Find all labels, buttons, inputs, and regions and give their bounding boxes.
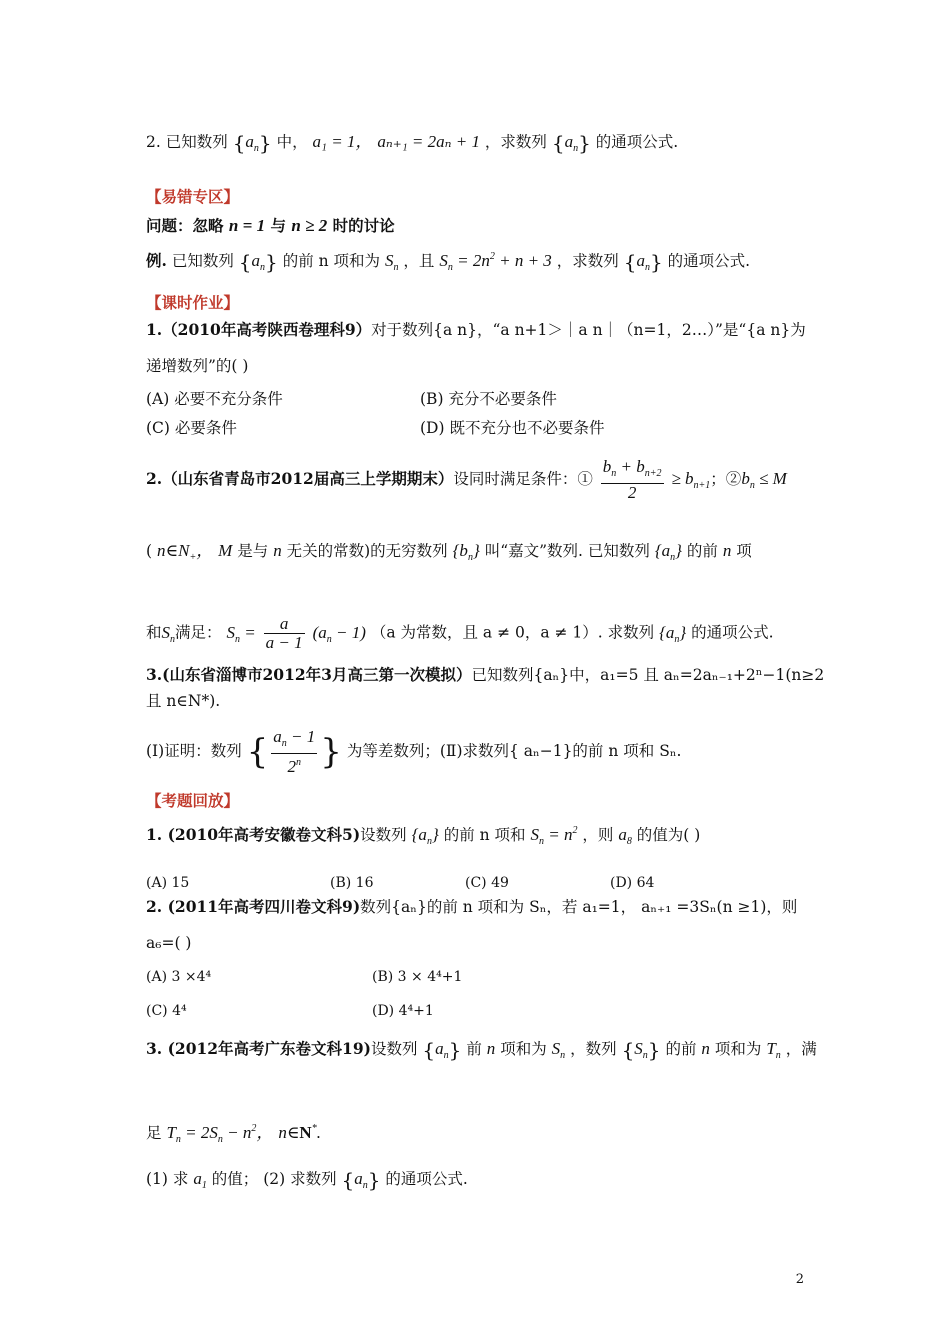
math-n-in-N: $n\in N_+$， bbox=[157, 541, 214, 563]
text: ，求数列 bbox=[484, 133, 547, 151]
example-line bbox=[146, 246, 750, 279]
text: 的通项公式. bbox=[385, 1170, 468, 1188]
hw-q2-line3 bbox=[146, 615, 774, 652]
set-brace: } bbox=[448, 1038, 462, 1062]
hw-q1-option-b: (B) 充分不必要条件 bbox=[420, 390, 557, 408]
math-condition-2: aₙ₊₁ = 2aₙ + 1 bbox=[377, 132, 480, 151]
source-label: 1. (2010年高考安徽卷文科5) bbox=[146, 825, 361, 844]
section-header-easy-error: 【易错专区】 bbox=[146, 188, 240, 206]
math-a1: $a_1$ bbox=[193, 1169, 207, 1191]
text: 无关的常数)的无穷数列 bbox=[286, 542, 448, 560]
set-brace: { bbox=[246, 732, 269, 772]
text: ，满 bbox=[785, 1040, 817, 1058]
prev-question-2 bbox=[146, 131, 678, 160]
set-brace: } bbox=[258, 131, 272, 155]
hw-q1-option-d: (D) 既不充分也不必要条件 bbox=[420, 419, 605, 437]
text: ，则 bbox=[582, 826, 614, 844]
hw-q2-line1 bbox=[146, 458, 787, 502]
source-label: 3.(山东省淄博市2012年3月高三第一次模拟） bbox=[146, 665, 472, 684]
math-fraction: $\frac{a_n - 1}{2^n}$ bbox=[273, 727, 316, 776]
text: 的前 bbox=[665, 1040, 697, 1058]
set-brace: { bbox=[422, 1038, 436, 1062]
question-text: 设同时满足条件：① bbox=[453, 470, 593, 488]
review-q3-line1 bbox=[146, 1038, 817, 1067]
math-an-minus-1: $(a_n - 1)$ bbox=[312, 622, 366, 645]
review-q1-option-d: (D) 64 bbox=[610, 875, 655, 891]
text: 的值为( ) bbox=[636, 826, 701, 844]
set-brace: { bbox=[232, 131, 246, 155]
math-sn: $S_n$ bbox=[551, 1039, 566, 1061]
text: 为等差数列；(Ⅱ)求数列{ aₙ−1}的前 n 项和 Sₙ. bbox=[346, 742, 682, 760]
text: ，数列 bbox=[570, 1040, 617, 1058]
math-an-set: $\{a_n\}$ bbox=[654, 541, 682, 563]
review-q2-option-d: (D) 4⁴+1 bbox=[372, 1003, 434, 1019]
example-label: 例. bbox=[146, 251, 167, 270]
set-brace: { bbox=[238, 250, 252, 274]
question-text: 对于数列{a n}，“a n+1＞｜a n｜（n=1，2…）”是“{a n}为 bbox=[371, 321, 806, 339]
text: 的通项公式. bbox=[595, 133, 679, 151]
math-fraction: $\frac{a}{a - 1}$ bbox=[265, 614, 303, 652]
math-M: M bbox=[218, 541, 233, 560]
question-text: 数列{aₙ}的前 n 项和为 Sₙ，若 a₁=1， aₙ₊₁ =3Sₙ(n ≥1)，则 bbox=[360, 898, 798, 916]
math-sn: $S_n$ bbox=[161, 622, 176, 645]
text: ，且 bbox=[403, 252, 435, 270]
math-tn-formula: $T_n = 2S_n - n^2$， bbox=[166, 1123, 274, 1145]
math-inequality-2: $b_n \le M$ bbox=[741, 469, 787, 491]
math-n-in-N-star: n∈N*. bbox=[278, 1123, 321, 1142]
paren: ( bbox=[146, 542, 153, 560]
text: 时的讨论 bbox=[332, 216, 395, 235]
text: 的通项公式. bbox=[667, 252, 751, 270]
hw-q3-line2: 且 n∈N*). bbox=[146, 692, 221, 710]
hw-q2-line2 bbox=[146, 540, 752, 569]
review-q1-option-c: (C) 49 bbox=[465, 875, 509, 891]
review-q2-line1 bbox=[146, 896, 797, 918]
math-an: $a_n$ bbox=[636, 251, 650, 273]
page-number: 2 bbox=[795, 1272, 804, 1287]
set-brace: { bbox=[341, 1168, 355, 1192]
text: 是与 bbox=[237, 542, 269, 560]
set-brace: } bbox=[647, 1038, 661, 1062]
text: 足 bbox=[146, 1124, 162, 1142]
text: 设数列 bbox=[370, 1040, 418, 1058]
math-sn-eq: $S_n$ = bbox=[226, 622, 256, 645]
math-n: n bbox=[273, 541, 282, 560]
issue-label: 问题：忽略 bbox=[146, 216, 224, 235]
text: 的通项公式. bbox=[691, 623, 774, 642]
math-an-set: $\{a_n\}$ bbox=[659, 622, 687, 645]
text: 满足： bbox=[175, 623, 222, 642]
text: 中， bbox=[276, 133, 308, 151]
review-q1-option-a: (A) 15 bbox=[146, 875, 190, 891]
text: (1) 求 bbox=[146, 1170, 189, 1188]
question-text: 已知数列{aₙ}中，a₁=5 且 aₙ=2aₙ₋₁+2ⁿ−1(n≥2 bbox=[471, 666, 825, 684]
text: (Ⅰ)证明：数列 bbox=[146, 742, 242, 760]
section-header-homework: 【课时作业】 bbox=[146, 294, 240, 312]
source-label: 3. (2012年高考广东卷文科19) bbox=[146, 1039, 371, 1058]
set-brace: } bbox=[578, 131, 591, 155]
set-brace: { bbox=[551, 131, 565, 155]
math-tn: $T_n$ bbox=[766, 1039, 781, 1061]
source-label: 2.（山东省青岛市2012届高三上学期期末） bbox=[146, 469, 454, 488]
text: 前 bbox=[466, 1040, 482, 1058]
math-sn: $S_n$ bbox=[384, 251, 399, 273]
review-q1-line1 bbox=[146, 820, 700, 853]
math-sn: $S_n$ bbox=[634, 1039, 648, 1061]
review-q2-option-c: (C) 4⁴ bbox=[146, 1003, 187, 1019]
text: （a 为常数，且 a ≠ 0，a ≠ 1）. 求数列 bbox=[370, 623, 655, 642]
text: 已知数列 bbox=[165, 133, 228, 151]
section-header-review: 【考题回放】 bbox=[146, 792, 240, 810]
math-an: $a_n$ bbox=[251, 251, 266, 273]
set-brace: } bbox=[367, 1168, 381, 1192]
review-q2-option-a: (A) 3 ×4⁴ bbox=[146, 969, 212, 985]
math-an: $a_n$ bbox=[435, 1039, 449, 1061]
set-brace: { bbox=[621, 1038, 635, 1062]
review-q1-option-b: (B) 16 bbox=[330, 875, 374, 891]
text: 与 bbox=[270, 216, 286, 235]
math-n-geq-2: n ≥ 2 bbox=[291, 216, 328, 235]
hw-q3-line3 bbox=[146, 728, 681, 776]
hw-q1-line2: 递增数列”的( ) bbox=[146, 357, 249, 375]
math-condition-1: a₁ = 1， bbox=[312, 132, 373, 151]
text: 已知数列 bbox=[171, 252, 234, 270]
math-an: $a_n$ bbox=[354, 1169, 368, 1191]
math-fraction: $\frac{b_n + b_{n+2}}{2}$ bbox=[602, 457, 662, 502]
review-q3-line2 bbox=[146, 1118, 321, 1151]
source-label: 1.（2010年高考陕西卷理科9） bbox=[146, 320, 372, 339]
text: 项 bbox=[736, 542, 752, 560]
text: 的值； (2) 求数列 bbox=[211, 1170, 337, 1188]
text: 和 bbox=[146, 623, 162, 642]
set-brace: } bbox=[320, 732, 342, 772]
text: 的前 bbox=[686, 542, 718, 560]
text: 设数列 bbox=[360, 826, 407, 844]
text: 叫“嘉文”数列. 已知数列 bbox=[484, 542, 650, 560]
text: 项和为 bbox=[500, 1040, 547, 1058]
set-brace: { bbox=[623, 250, 637, 274]
review-q2-line2: a₆=( ) bbox=[146, 934, 192, 952]
math-a8: $a_8$ bbox=[618, 825, 632, 847]
text: ；② bbox=[710, 470, 742, 488]
hw-q1-option-a: (A) 必要不充分条件 bbox=[146, 390, 283, 408]
set-brace: } bbox=[649, 250, 663, 274]
hw-q1-option-c: (C) 必要条件 bbox=[146, 419, 237, 437]
math-inequality-1: ≥ $b_{n+1}$ bbox=[671, 469, 711, 491]
math-n: n bbox=[722, 541, 732, 560]
math-n: n bbox=[486, 1039, 496, 1058]
math-sn-formula: $S_n = 2n^2 + n + 3$ bbox=[439, 251, 552, 273]
math-n: n bbox=[701, 1039, 710, 1058]
review-q2-option-b: (B) 3 × 4⁴+1 bbox=[372, 969, 463, 985]
text: 项和为 bbox=[714, 1040, 762, 1058]
text: 的前 n 项和 bbox=[443, 826, 526, 844]
issue-line bbox=[146, 215, 395, 237]
math-an: $a_n$ bbox=[245, 132, 259, 154]
math-an: $a_n$ bbox=[564, 132, 579, 154]
math-sn-eq-n2: $S_n = n^2$ bbox=[530, 825, 578, 847]
math-bn-set: $\{b_n\}$ bbox=[452, 541, 480, 563]
source-label: 2. (2011年高考四川卷文科9) bbox=[146, 897, 361, 916]
hw-q1-line1 bbox=[146, 319, 806, 341]
math-n-eq-1: n = 1 bbox=[228, 216, 266, 235]
hw-q3-line1 bbox=[146, 664, 824, 686]
set-brace: } bbox=[265, 250, 278, 274]
review-q3-parts bbox=[146, 1168, 468, 1197]
text: 的前 n 项和为 bbox=[282, 252, 381, 270]
math-an-set: $\{a_n\}$ bbox=[411, 825, 439, 847]
text: ，求数列 bbox=[556, 252, 619, 270]
question-number: 2. bbox=[146, 133, 161, 151]
